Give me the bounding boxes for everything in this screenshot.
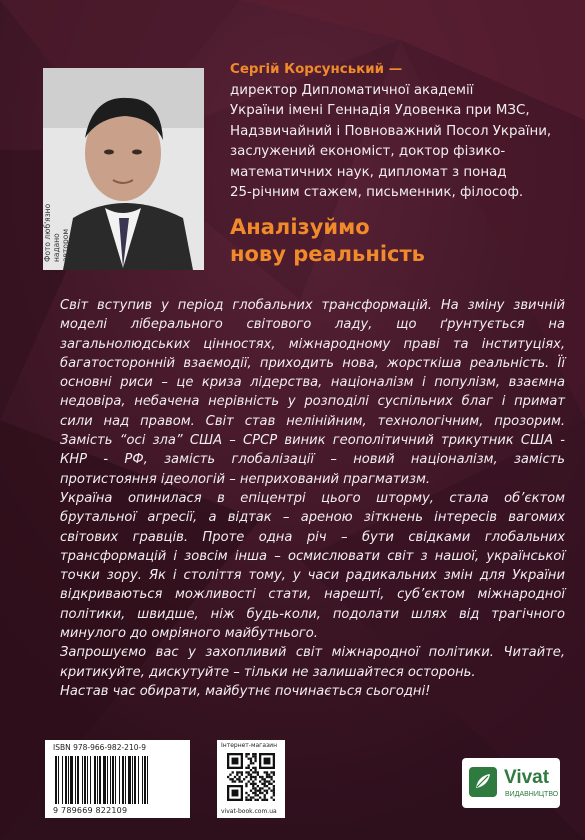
isbn-barcode [45, 740, 190, 818]
barcode-digits: 9 789669 822109 [53, 806, 128, 815]
qr-module [273, 774, 275, 776]
qr-module [252, 780, 254, 782]
qr-code-box [217, 740, 285, 818]
qr-module [254, 771, 256, 773]
qr-module [236, 778, 238, 780]
barcode-bar [115, 756, 116, 804]
publisher-logo [462, 758, 560, 808]
barcode-bar [147, 756, 148, 804]
qr-module [232, 778, 234, 780]
qr-module [257, 785, 259, 787]
qr-module [250, 796, 252, 798]
qr-module [259, 776, 261, 778]
qr-module [250, 758, 252, 760]
qr-module [261, 783, 263, 785]
qr-module [264, 783, 266, 785]
qr-module [238, 778, 240, 780]
qr-module [248, 774, 250, 776]
barcode-bar [128, 756, 131, 804]
qr-module [250, 760, 252, 762]
qr-module [266, 774, 268, 776]
qr-module [254, 787, 256, 789]
qr-module [250, 778, 252, 780]
qr-module [254, 794, 256, 796]
qr-module [259, 796, 261, 798]
barcode-bars [53, 756, 183, 804]
barcode-bar [110, 756, 111, 804]
qr-module [254, 769, 256, 771]
qr-module [234, 780, 236, 782]
qr-module [248, 799, 250, 801]
qr-module [257, 774, 259, 776]
qr-module [268, 787, 270, 789]
qr-module [245, 796, 247, 798]
qr-module [248, 753, 250, 755]
qr-module [245, 755, 247, 757]
qr-module [273, 792, 275, 794]
author-name: Сергій Корсунський — [230, 62, 403, 77]
qr-module [232, 771, 234, 773]
qr-module [264, 758, 271, 765]
qr-module [270, 778, 272, 780]
bio-line: математичних наук, дипломат з понад [230, 164, 507, 180]
qr-module [250, 790, 252, 792]
qr-module [259, 792, 261, 794]
qr-module [250, 783, 252, 785]
qr-module [254, 760, 256, 762]
qr-module [264, 778, 266, 780]
qr-module [261, 787, 263, 789]
qr-module [250, 769, 252, 771]
bio-line: заслужений економіст, доктор фізико- [230, 144, 506, 159]
qr-module [254, 790, 256, 792]
qr-module [273, 785, 275, 787]
qr-module [254, 755, 256, 757]
qr-module [266, 785, 268, 787]
qr-module [266, 771, 268, 773]
qr-module [261, 799, 263, 801]
qr-module [248, 780, 250, 782]
qr-module [245, 785, 247, 787]
qr-module [266, 776, 268, 778]
barcode-bar [132, 756, 133, 804]
qr-module [245, 753, 247, 755]
qr-module [252, 787, 254, 789]
qr-module [264, 771, 266, 773]
qr-module [254, 758, 256, 760]
qr-module [232, 790, 239, 797]
qr-module [252, 792, 254, 794]
barcode-bar [107, 756, 108, 804]
qr-module [264, 794, 266, 796]
barcode-bar [87, 756, 88, 804]
qr-module [254, 778, 256, 780]
barcode-bar [97, 756, 98, 804]
qr-module [261, 776, 263, 778]
qr-module [259, 790, 261, 792]
qr-module [238, 780, 240, 782]
qr-module [264, 796, 266, 798]
headline: Аналізуймо нову реальність [230, 215, 425, 266]
qr-module [273, 790, 275, 792]
qr-module [257, 771, 259, 773]
qr-module [257, 790, 259, 792]
barcode-bar [103, 756, 106, 804]
qr-module [252, 755, 254, 757]
barcode-bar [134, 756, 136, 804]
qr-module [268, 776, 270, 778]
qr-module [250, 799, 252, 801]
qr-caption-bottom: vivat-book.com.ua [221, 808, 277, 815]
qr-module [270, 783, 272, 785]
qr-module [243, 778, 245, 780]
qr-module [245, 776, 247, 778]
qr-module [232, 758, 239, 765]
qr-module [257, 794, 259, 796]
barcode-bar [75, 756, 76, 804]
qr-module [252, 767, 254, 769]
isbn-label: ISBN 978-966-982-210-9 [53, 743, 146, 752]
qr-module [248, 767, 250, 769]
qr-module [270, 771, 272, 773]
qr-module [252, 783, 254, 785]
qr-module [273, 787, 275, 789]
blurb-text [60, 296, 565, 701]
qr-module [254, 776, 256, 778]
barcode-bar [125, 756, 126, 804]
barcode-bar [58, 756, 59, 804]
qr-module [266, 790, 268, 792]
barcode-bar [68, 756, 69, 804]
barcode-bar [70, 756, 73, 804]
qr-module [245, 771, 247, 773]
qr-module [268, 783, 270, 785]
paragraph: Україна опинилася в епіцентрі цього шторму, стала об’єктом брутальної агресії, а відтак – ареною зіткнень інтересів вагомих світових гравців. Проте одна річ – бути свідками глобальних трансформацій і зовсім інша – осмислювати світ з нашої, української точки зору. Як і століття тому, у часи радикальних змін для України відкриваються можливості стати, нарешті, суб’єктом міжнародної політики, швидше, ніж будь-коли, подолати шлях від трагічного минулого до омріяного майбутнього. [60, 490, 565, 642]
qr-module [252, 785, 254, 787]
qr-module [254, 767, 256, 769]
paragraph: Запрошуємо вас у захопливий світ міжнародної політики. Читайте, критикуйте, дискутуйте – тільки не залишайтеся осторонь. [60, 645, 565, 680]
qr-module [250, 776, 252, 778]
barcode-bar [82, 756, 83, 804]
qr-caption-top: Інтернет-магазин [221, 742, 278, 749]
qr-code-icon [227, 753, 275, 801]
qr-module [273, 799, 275, 801]
qr-module [259, 787, 261, 789]
barcode-bar [144, 756, 146, 804]
publisher-name: Vivat [504, 767, 550, 788]
qr-module [248, 794, 250, 796]
qr-module [266, 792, 268, 794]
qr-module [273, 780, 275, 782]
vivat-leaf-icon [468, 766, 498, 798]
qr-module [248, 764, 250, 766]
barcode-bar [90, 756, 91, 804]
barcode-bar [119, 756, 120, 804]
qr-module [254, 783, 256, 785]
qr-module [252, 753, 254, 755]
qr-module [270, 796, 272, 798]
paragraph: Світ вступив у період глобальних трансформацій. На зміну звичній моделі ліберального світового ладу, що ґрунтується на загальнолюдських цінностях, міжнародному праві та інституціях, багатосторонній взаємодії, приходить нова, жорсткіша реальність. Її основні риси – це криза лідерства, націоналізм і популізм, взаємна недовіра, небачена нерівність у розподілі суспільних благ і примат сили над правом. Світ став нелінійним, технологічним, прозорим. Замість “осі зла” США – СРСР виник геополітичний трикутник США - КНР - РФ, замість глобалізації – новий націоналізм, замість протистояння ідеологій – неприхований прагматизм. [60, 298, 565, 487]
barcode-bar [142, 756, 143, 804]
author-bio [230, 60, 560, 204]
qr-module [268, 774, 270, 776]
barcode-bar [62, 756, 63, 804]
qr-module [248, 771, 250, 773]
qr-module [252, 771, 254, 773]
qr-module [252, 762, 254, 764]
qr-module [245, 799, 247, 801]
bio-line: Надзвичайний і Повноважний Посол України, [230, 123, 552, 139]
qr-module [252, 776, 254, 778]
qr-module [264, 790, 266, 792]
qr-module [234, 776, 236, 778]
qr-module [241, 774, 243, 776]
bio-line: України імені Геннадія Удовенка при МЗС, [230, 103, 530, 118]
qr-module [245, 767, 247, 769]
qr-module [236, 771, 238, 773]
qr-module [227, 776, 229, 778]
qr-module [254, 753, 256, 755]
publisher-sub: ВИДАВНИЦТВО [505, 791, 559, 798]
qr-module [273, 771, 275, 773]
barcode-bar [99, 756, 101, 804]
qr-module [250, 774, 252, 776]
qr-module [229, 774, 231, 776]
qr-module [236, 774, 238, 776]
qr-module [250, 762, 252, 764]
qr-module [232, 780, 234, 782]
qr-module [252, 796, 254, 798]
qr-module [248, 758, 250, 760]
barcode-bar [112, 756, 114, 804]
qr-module [257, 799, 259, 801]
barcode-bar [55, 756, 57, 804]
qr-module [254, 799, 256, 801]
qr-module [259, 780, 261, 782]
qr-module [238, 771, 240, 773]
qr-module [238, 776, 240, 778]
qr-module [270, 776, 272, 778]
qr-module [241, 771, 243, 773]
paragraph: Настав час обирати, майбутнє починається сьогодні! [60, 683, 431, 699]
qr-module [241, 780, 243, 782]
barcode-bar [77, 756, 79, 804]
qr-module [254, 792, 256, 794]
barcode-bar [84, 756, 86, 804]
qr-module [264, 799, 266, 801]
qr-module [270, 790, 272, 792]
photo-credit: Фото люб'язно надано автором [43, 203, 70, 262]
qr-module [229, 778, 231, 780]
bio-line: 25-річним стажем, письменник, філософ. [230, 185, 524, 200]
barcode-bar [65, 756, 67, 804]
qr-module [261, 778, 263, 780]
bio-line: директор Дипломатичної академії [230, 82, 474, 98]
qr-module [266, 780, 268, 782]
qr-module [245, 783, 247, 785]
qr-module [261, 792, 263, 794]
barcode-bar [122, 756, 124, 804]
qr-module [273, 794, 275, 796]
barcode-bar [138, 756, 139, 804]
qr-module [268, 780, 270, 782]
qr-module [264, 785, 266, 787]
qr-module [264, 780, 266, 782]
barcode-bar [94, 756, 96, 804]
qr-module [266, 799, 268, 801]
qr-module [245, 792, 247, 794]
